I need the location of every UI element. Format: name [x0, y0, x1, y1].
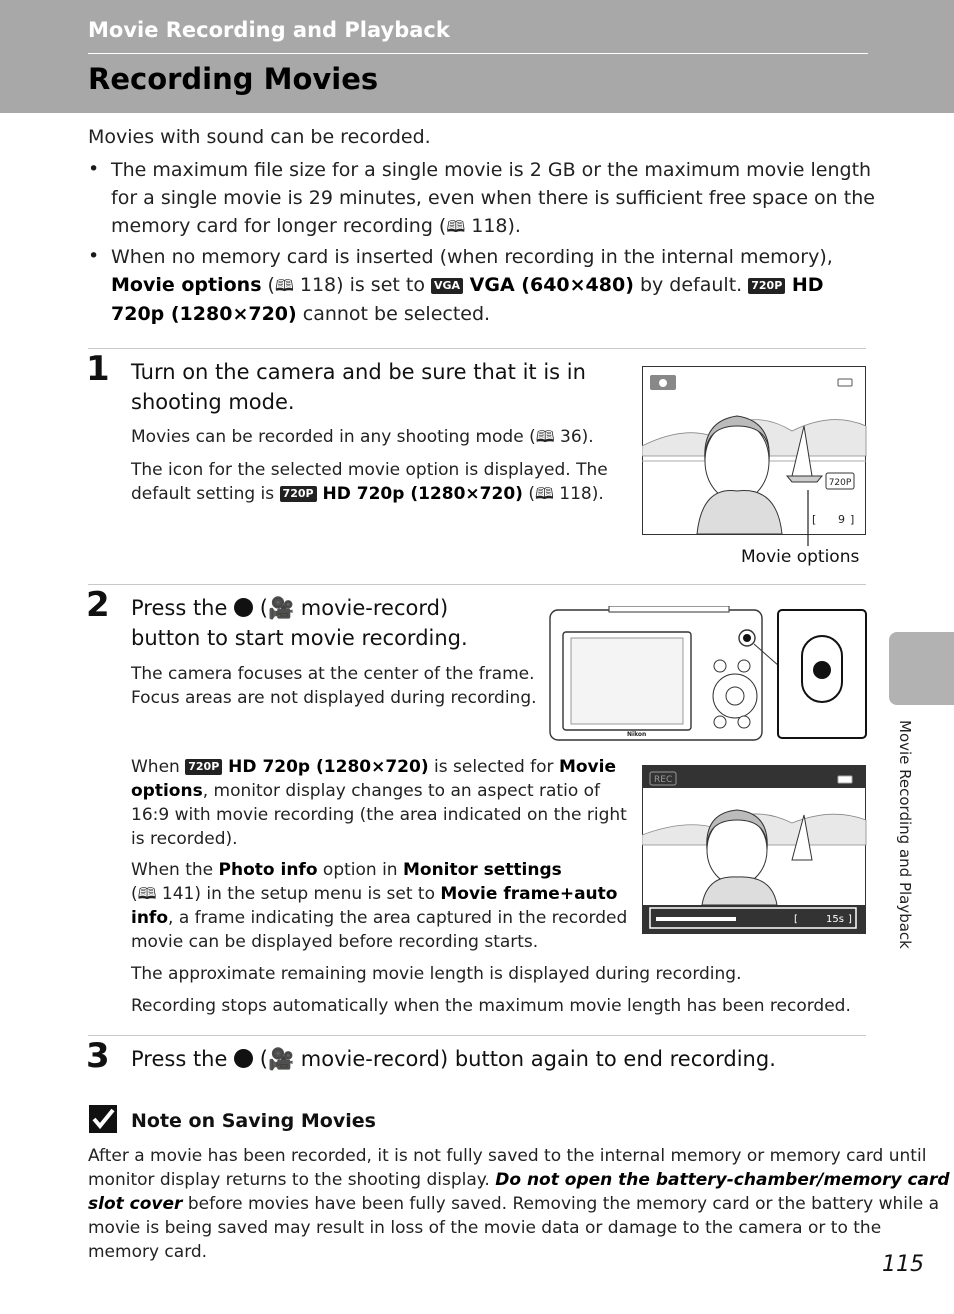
- book-reference-icon: 🕮: [535, 427, 555, 446]
- hd720-movie-icon: 720P: [185, 759, 222, 775]
- book-reference-icon: 🕮: [534, 484, 554, 503]
- svg-text:[: [: [812, 513, 817, 526]
- chapter-header: [0, 0, 954, 113]
- recording-screen-illustration: [642, 765, 867, 935]
- step-1-paragraph-1: Movies can be recorded in any shooting mode (🕮 36).: [131, 427, 594, 447]
- bullet-marker: •: [88, 158, 100, 180]
- movie-camera-icon: 🎥: [267, 596, 295, 620]
- page-number: 115: [882, 1252, 924, 1277]
- callout-line: [800, 490, 820, 550]
- figure-caption-movie-options: Movie options: [741, 547, 860, 567]
- svg-text:15s: 15s: [826, 914, 844, 925]
- svg-text:[: [: [794, 914, 798, 925]
- step-2-paragraph-1: The camera focuses at the center of the frame. Focus areas are not displayed during recording.: [131, 664, 537, 708]
- section-title: Movie Recording and Playback: [88, 18, 450, 42]
- record-button-icon: [234, 1049, 253, 1068]
- step-divider: [88, 584, 866, 585]
- step-2-number: 2: [86, 585, 110, 625]
- book-reference-icon: 🕮: [274, 276, 294, 295]
- step-2-heading: Press the (🎥 movie-record) button to start movie recording.: [131, 596, 468, 650]
- step-2-paragraph-4: Recording stops automatically when the maximum movie length has been recorded.: [131, 996, 851, 1016]
- note-title: Note on Saving Movies: [131, 1110, 376, 1132]
- page-title: Recording Movies: [88, 62, 379, 96]
- step-2-paragraph-3: The approximate remaining movie length is displayed during recording.: [131, 964, 742, 984]
- camera-back-illustration: [549, 606, 867, 742]
- book-reference-icon: 🕮: [446, 217, 466, 236]
- svg-text:9: 9: [838, 513, 845, 526]
- note-body: After a movie has been recorded, it is not fully saved to the internal memory or memory card until monitor display returns to the shooting display. Do not open the battery-chamber/memory card slot cover before movies have been fully saved. Removing the memory card or the battery while a movie is being saved may result in loss of the movie data or damage to the camera or to the memory card.: [88, 1146, 950, 1262]
- step-2-frame-info-text: When the Photo info option in Monitor settings (🕮 141) in the setup menu is set to Movie frame+auto info, a frame indicating the area captured in the recorded movie can be displayed before recording starts.: [131, 860, 628, 952]
- step-1-paragraph-2: The icon for the selected movie option is displayed. The default setting is 720P HD 720p (1280×720) (🕮 118).: [131, 460, 608, 504]
- bullet-1-text: The maximum file size for a single movie is 2 GB or the maximum movie length for a single movie is 29 minutes, even when there is sufficient free space on the memory card for longer recording (🕮 118).: [111, 156, 875, 241]
- step-divider: [88, 1035, 866, 1036]
- bullet-marker: •: [88, 245, 100, 267]
- svg-text:REC: REC: [654, 775, 673, 785]
- step-1-heading: Turn on the camera and be sure that it is in shooting mode.: [131, 360, 586, 414]
- shooting-screen-illustration: [642, 366, 867, 536]
- side-tab-label: Movie Recording and Playback: [896, 720, 914, 949]
- svg-text:]: ]: [848, 914, 852, 925]
- step-2-widescreen-text: When 720P HD 720p (1280×720) is selected for Movie options, monitor display changes to an aspect ratio of 16:9 with movie recording (the area indicated on the right is recorded).: [131, 757, 627, 849]
- step-1-number: 1: [86, 349, 110, 389]
- step-divider: [88, 348, 866, 349]
- intro-text: Movies with sound can be recorded.: [88, 126, 431, 148]
- vga-movie-icon: VGA: [431, 278, 463, 294]
- svg-text:Nikon: Nikon: [627, 731, 647, 738]
- movie-camera-icon: 🎥: [267, 1047, 295, 1071]
- header-divider: [88, 53, 868, 54]
- chapter-side-tab: [889, 632, 954, 705]
- step-3-number: 3: [86, 1036, 110, 1076]
- svg-text:]: ]: [850, 513, 855, 526]
- hd720-movie-icon: 720P: [280, 486, 317, 502]
- record-button-icon: [234, 598, 253, 617]
- svg-text:720P: 720P: [828, 478, 852, 488]
- step-3-heading: Press the (🎥 movie-record) button again to end recording.: [131, 1047, 776, 1071]
- note-check-icon: [88, 1104, 118, 1134]
- hd720-movie-icon: 720P: [748, 278, 785, 294]
- bullet-2-text: When no memory card is inserted (when recording in the internal memory), Movie options (🕮 118) is set to VGA VGA (640×480) by default. 720P HD 720p (1280×720) cannot be selected.: [111, 246, 833, 325]
- book-reference-icon: 🕮: [137, 884, 157, 903]
